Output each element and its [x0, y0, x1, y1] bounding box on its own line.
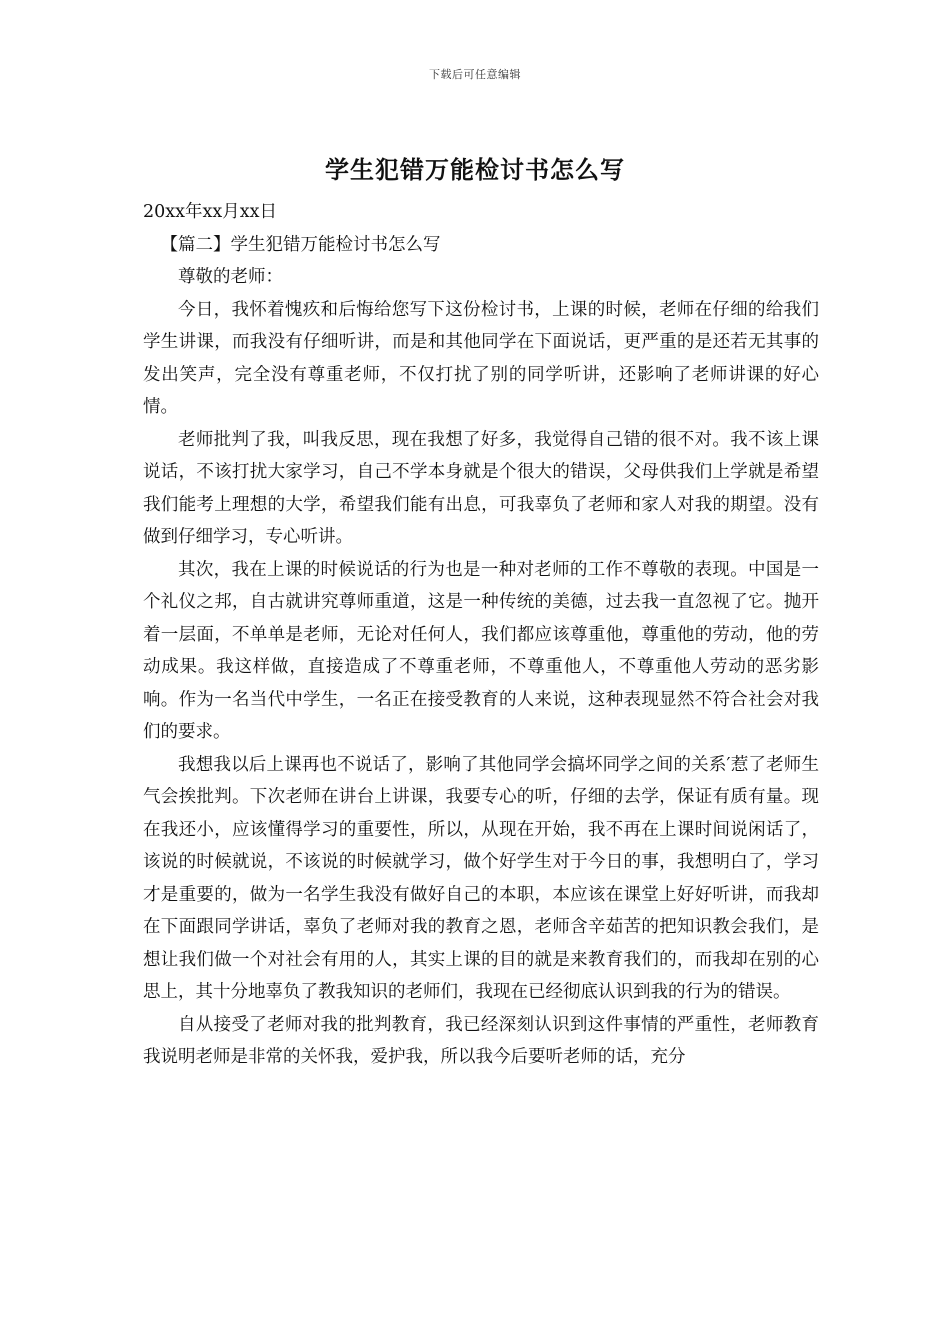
body-paragraph: 今日，我怀着愧疚和后悔给您写下这份检讨书，上课的时候，老师在仔细的给我们学生讲课，而我没有仔细听讲，而是和其他同学在下面说话，更严重的是还若无其事的发出笑声，完全没有尊重老师，不仅打扰了别的同学听讲，还影响了老师讲课的好心情。: [143, 299, 819, 417]
body-paragraph: 我想我以后上课再也不说话了，影响了其他同学会搞坏同学之间的关系′惹了老师生气会挨批判。下次老师在讲台上讲课，我要专心的听，仔细的去学，保证有质有量。现在我还小，应该懂得学习的重要性，所以，从现在开始，我不再在上课时间说闲话了，该说的时候就说，不该说的时候就学习，做个好学生对于今日的事，我想明白了，学习才是重要的，做为一名学生我没有做好自己的本职，本应该在课堂上好好听讲，而我却在下面跟同学讲话，辜负了老师对我的教育之恩，老师含辛茹苦的把知识教会我们，是想让我们做一个对社会有用的人，其实上课的目的就是来教育我们的，而我却在别的心思上，其十分地辜负了教我知识的老师们，我现在已经彻底认识到我的行为的错误。: [143, 754, 819, 1002]
section-heading: 【篇二】学生犯错万能检讨书怎么写: [160, 234, 441, 255]
body-paragraph: 老师批判了我，叫我反思，现在我想了好多，我觉得自己错的很不对。我不该上课说话，不该打扰大家学习，自己不学本身就是个很大的错误，父母供我们上学就是希望我们能考上理想的大学，希望我们能有出息，可我辜负了老师和家人对我的期望。没有做到仔细学习，专心听讲。: [143, 429, 819, 547]
body-paragraph: 自从接受了老师对我的批判教育，我已经深刻认识到这件事情的严重性，老师教育我说明老师是非常的关怀我，爱护我，所以我今后要听老师的话，充分: [143, 1014, 819, 1067]
document-title: 学生犯错万能检讨书怎么写: [325, 155, 625, 184]
salutation: 尊敬的老师：: [178, 267, 283, 287]
document-date: 20xx年xx月xx日: [143, 202, 277, 222]
header-note: 下载后可任意编辑: [429, 68, 521, 81]
document-body: [143, 196, 819, 1074]
body-paragraph: 其次，我在上课的时候说话的行为也是一种对老师的工作不尊敬的表现。中国是一个礼仪之邦，自古就讲究尊师重道，这是一种传统的美德，过去我一直忽视了它。抛开着一层面，不单单是老师，无论对任何人，我们都应该尊重他，尊重他的劳动，他的劳动成果。我这样做，直接造成了不尊重老师，不尊重他人，不尊重他人劳动的恶劣影响。作为一名当代中学生，一名正在接受教育的人来说，这种表现显然不符合社会对我们的要求。: [143, 559, 819, 742]
